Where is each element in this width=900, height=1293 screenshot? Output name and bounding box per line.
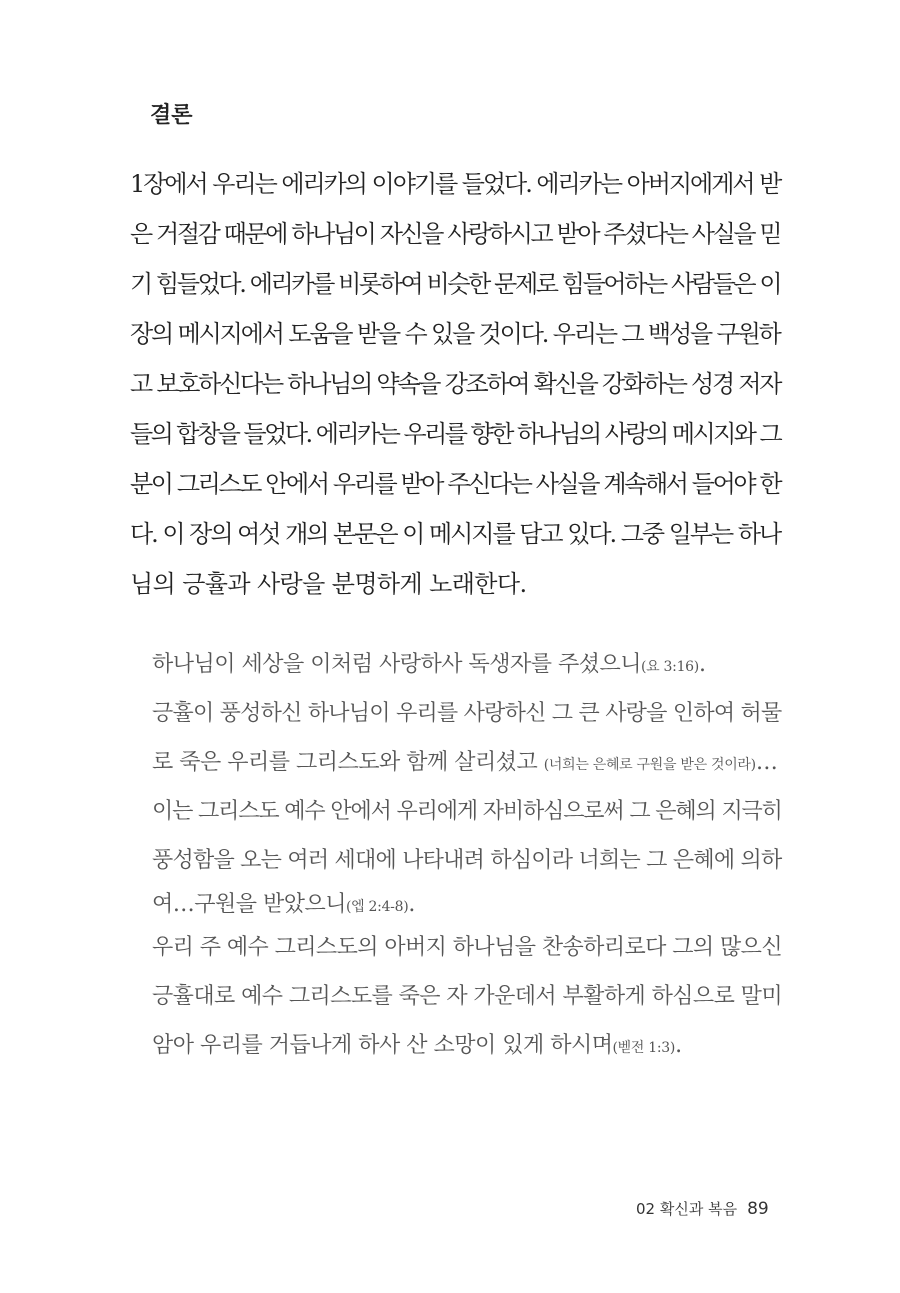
quote-line	[152, 703, 782, 725]
quote-line	[152, 937, 782, 959]
scripture-reference: (엡 2:4-8)	[346, 899, 409, 915]
quote-text: 풍성함을 오는 여러 세대에 나타내려 하심이라 너희는 그 은혜에 의하	[152, 848, 782, 873]
quote-text: 긍휼대로 예수 그리스도를 죽은 자 가운데서 부활하게 하심으로 말미	[152, 984, 783, 1009]
quote-punctuation: …	[755, 750, 778, 775]
scripture-reference: (벧전 1:3)	[612, 1040, 676, 1056]
body-line: 다. 이 장의 여섯 개의 본문은 이 메시지를 담고 있다. 그중 일부는 하나	[130, 520, 781, 548]
quote-line	[152, 850, 782, 872]
body-line: 님의 긍휼과 사랑을 분명하게 노래한다.	[130, 570, 527, 598]
body-line: 기 힘들었다. 에리카를 비롯하여 비슷한 문제로 힘들어하는 사람들은 이	[130, 270, 781, 298]
quote-line	[152, 801, 782, 823]
quote-text: 로 죽은 우리를 그리스도와 함께 살리셨고	[152, 750, 544, 775]
quote-punctuation: .	[698, 652, 706, 677]
body-line: 분이 그리스도 안에서 우리를 받아 주신다는 사실을 계속해서 들어야 한	[130, 470, 781, 498]
body-line: 들의 합창을 들었다. 에리카는 우리를 향한 하나님의 사랑의 메시지와 그	[130, 420, 781, 448]
body-line: 1장에서 우리는 에리카의 이야기를 들었다. 에리카는 아버지에게서 받	[130, 170, 781, 198]
quote-text: 여…구원을 받았으니	[152, 892, 347, 917]
quote-text: 암아 우리를 거듭나게 하사 산 소망이 있게 하시며	[152, 1033, 613, 1058]
quote-line	[152, 1035, 782, 1057]
quote-text: 긍휼이 풍성하신 하나님이 우리를 사랑하신 그 큰 사랑을 인하여 허물	[152, 701, 782, 726]
quote-punctuation: .	[408, 892, 415, 917]
page-footer	[636, 1198, 769, 1219]
page-number: 89	[747, 1199, 769, 1219]
quote-text: 우리 주 예수 그리스도의 아버지 하나님을 찬송하리로다 그의 많으신	[152, 935, 783, 960]
quote-line	[152, 894, 782, 916]
scripture-reference: (요 3:16)	[641, 659, 699, 675]
chapter-title: 02 확신과 복음	[636, 1200, 738, 1218]
scripture-parenthetical: (너희는 은혜로 구원을 받은 것이라)	[543, 757, 756, 773]
quote-text: 이는 그리스도 예수 안에서 우리에게 자비하심으로써 그 은혜의 지극히	[152, 799, 782, 824]
quote-line	[152, 752, 782, 774]
quote-line	[152, 654, 782, 676]
body-line: 장의 메시지에서 도움을 받을 수 있을 것이다. 우리는 그 백성을 구원하	[130, 320, 780, 348]
section-heading: 결론	[150, 103, 193, 128]
quote-line	[152, 986, 782, 1008]
body-line: 고 보호하신다는 하나님의 약속을 강조하여 확신을 강화하는 성경 저자	[130, 370, 781, 398]
quote-punctuation: .	[675, 1033, 682, 1058]
quote-text: 하나님이 세상을 이처럼 사랑하사 독생자를 주셨으니	[152, 652, 642, 677]
body-line: 은 거절감 때문에 하나님이 자신을 사랑하시고 받아 주셨다는 사실을 믿	[130, 220, 781, 248]
